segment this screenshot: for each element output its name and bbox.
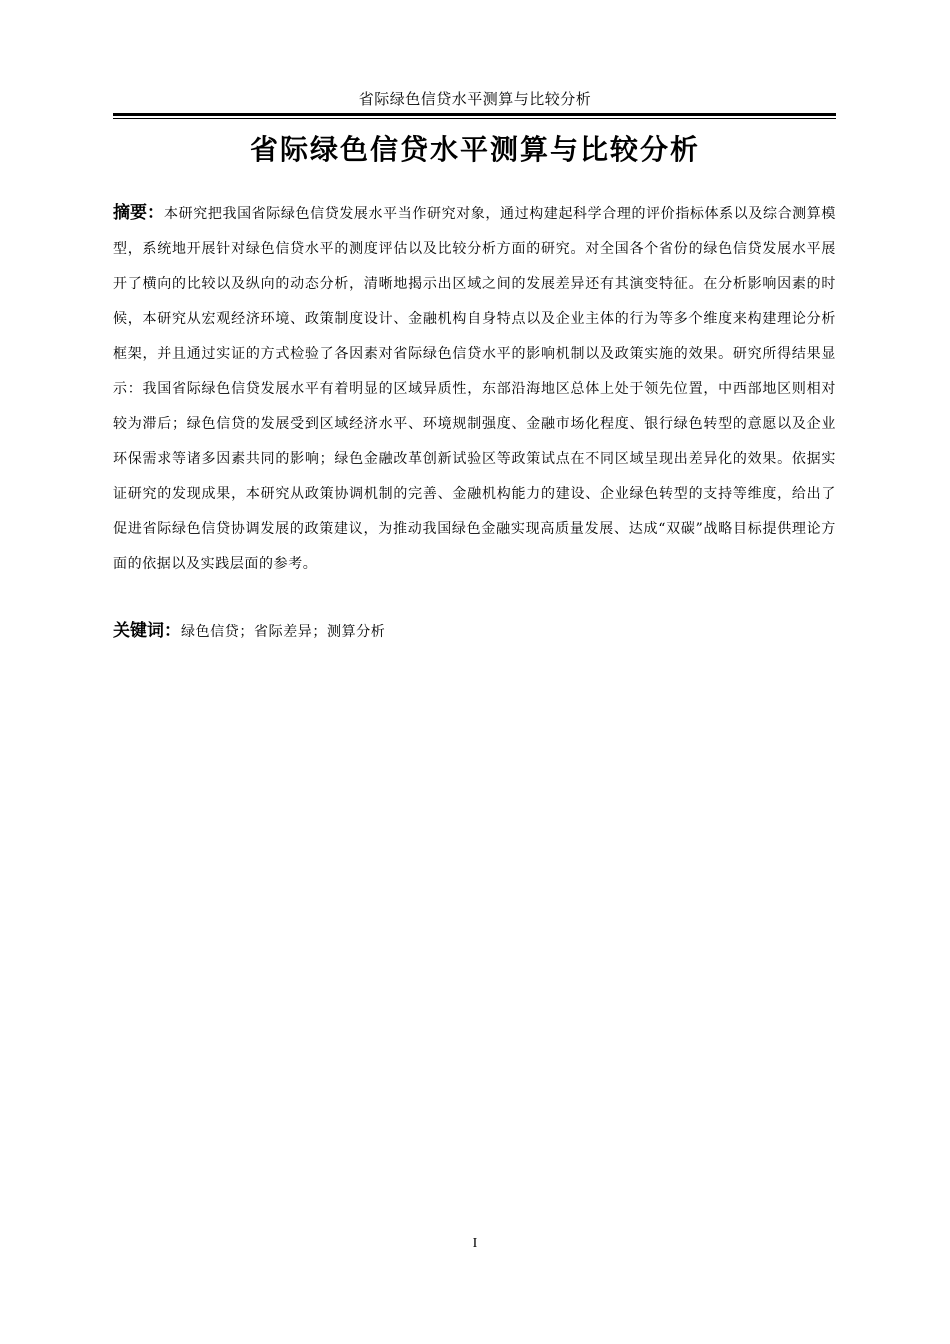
abstract-paragraph (113, 196, 836, 582)
page-number: I (472, 1236, 478, 1251)
header-rule-thick (113, 113, 836, 116)
abstract-text: 本研究把我国省际绿色信贷发展水平当作研究对象，通过构建起科学合理的评价指标体系以及综合测算模型，系统地开展针对绿色信贷水平的测度评估以及比较分析方面的研究。对全国各个省份的绿色信贷发展水平展开了横向的比较以及纵向的动态分析，清晰地揭示出区域之间的发展差异还有其演变特征。在分析影响因素的时候，本研究从宏观经济环境、政策制度设计、金融机构自身特点以及企业主体的行为等多个维度来构建理论分析框架，并且通过实证的方式检验了各因素对省际绿色信贷水平的影响机制以及政策实施的效果。研究所得结果显示：我国省际绿色信贷发展水平有着明显的区域异质性，东部沿海地区总体上处于领先位置，中西部地区则相对较为滞后；绿色信贷的发展受到区域经济水平、环境规制强度、金融市场化程度、银行绿色转型的意愿以及企业环保需求等诸多因素共同的影响；绿色金融改革创新试验区等政策试点在不同区域呈现出差异化的效果。依据实证研究的发现成果，本研究从政策协调机制的完善、金融机构能力的建设、企业绿色转型的支持等维度，给出了促进省际绿色信贷协调发展的政策建议，为推动我国绿色金融实现高质量发展、达成“双碳”战略目标提供理论方面的依据以及实践层面的参考。 (113, 206, 836, 572)
running-header: 省际绿色信贷水平测算与比较分析 (358, 90, 592, 108)
keywords-text: 绿色信贷；省际差异；测算分析 (181, 624, 386, 640)
header-rule-thin (113, 118, 836, 119)
abstract-label: 摘要： (113, 203, 165, 223)
keywords-paragraph (113, 616, 836, 647)
document-title: 省际绿色信贷水平测算与比较分析 (249, 133, 700, 166)
keywords-label: 关键词： (113, 621, 181, 641)
